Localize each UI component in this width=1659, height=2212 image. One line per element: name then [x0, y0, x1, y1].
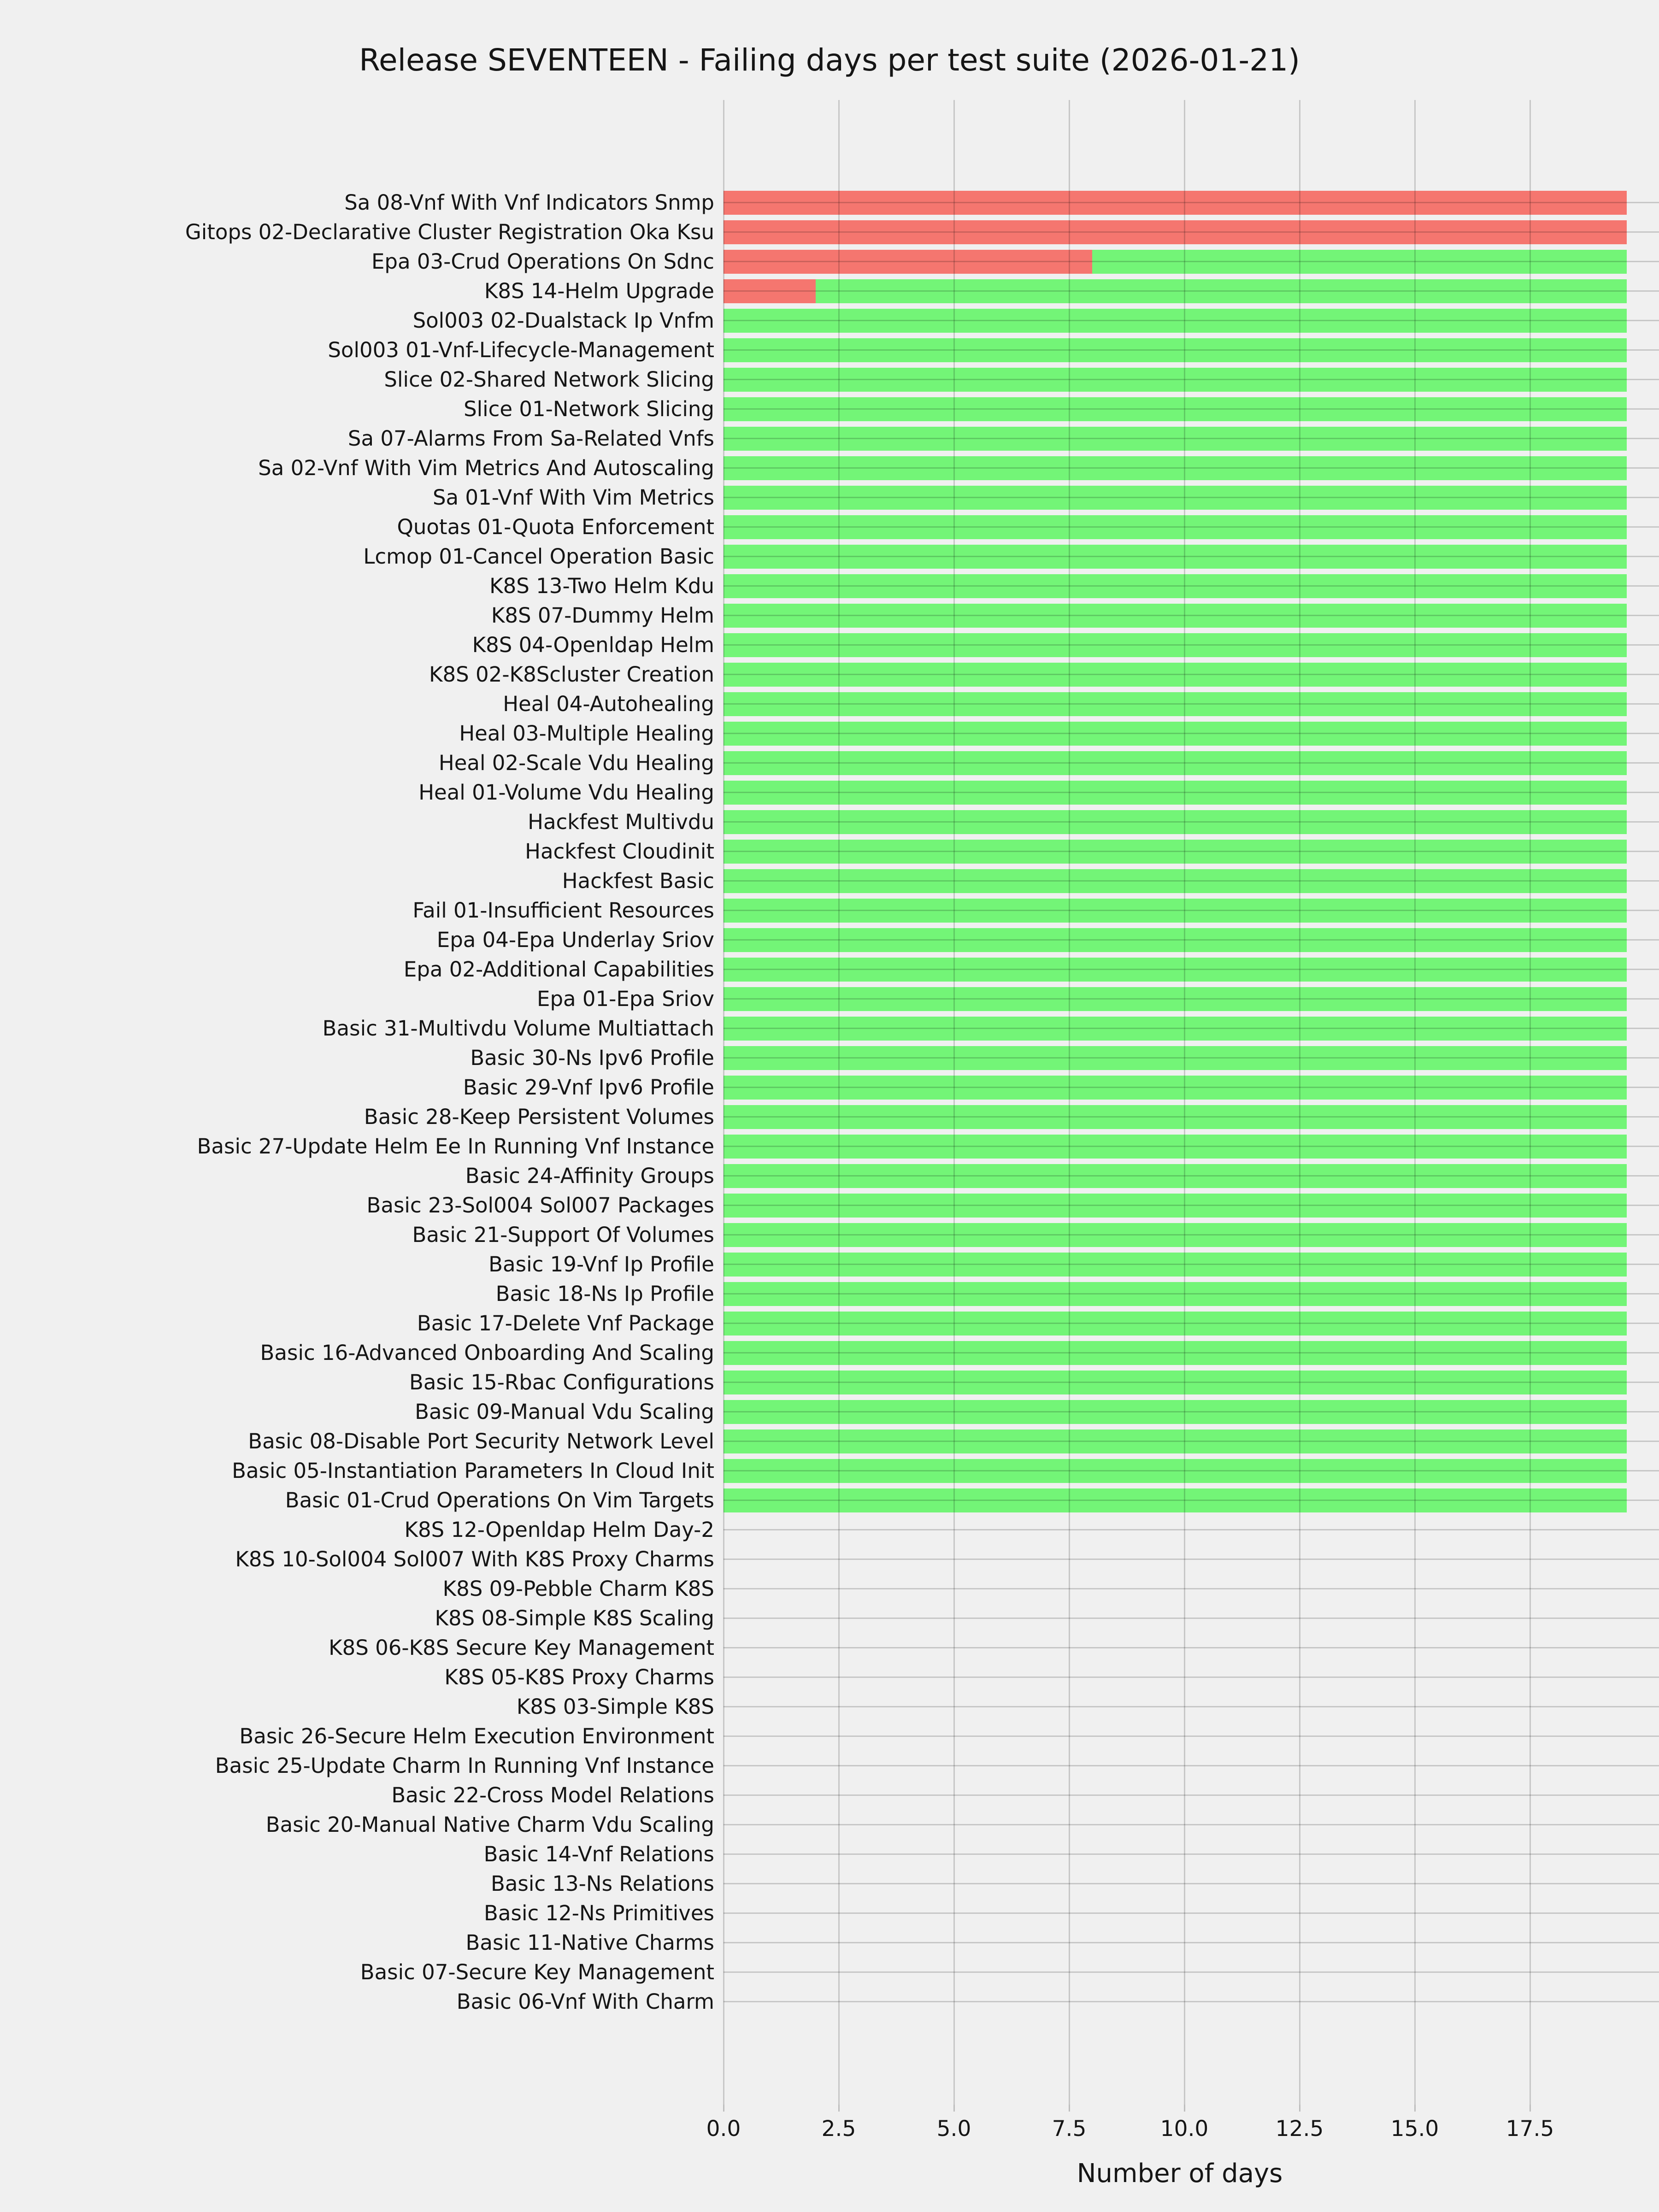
h-gridline: [724, 1853, 1659, 1855]
y-axis-label: K8S 04-Openldap Helm: [472, 633, 714, 657]
bar-row: [724, 1633, 1659, 1663]
y-axis-label: K8S 06-K8S Secure Key Management: [329, 1635, 714, 1660]
h-gridline: [724, 1559, 1659, 1560]
x-tick-label: 2.5: [821, 2116, 856, 2141]
bar-row: [724, 1840, 1659, 1869]
v-gridline: [723, 100, 724, 2105]
bar-row: [724, 1958, 1659, 1987]
bar-row: [724, 247, 1659, 276]
y-axis-label: Basic 09-Manual Vdu Scaling: [415, 1400, 714, 1424]
bar-row: [724, 984, 1659, 1014]
y-axis-label: Basic 29-Vnf Ipv6 Profile: [463, 1075, 714, 1100]
v-gridline: [1530, 100, 1531, 2105]
h-gridline: [724, 349, 1659, 351]
h-gridline: [724, 1175, 1659, 1177]
y-axis-label: Quotas 01-Quota Enforcement: [397, 515, 714, 539]
h-gridline: [724, 202, 1659, 203]
y-axis-label: Sa 07-Alarms From Sa-Related Vnfs: [347, 426, 714, 451]
y-axis-label: Basic 11-Native Charms: [465, 1930, 714, 1955]
bar-row: [724, 188, 1659, 218]
y-axis-label: Sol003 01-Vnf-Lifecycle-Management: [328, 338, 714, 362]
bar-row: [724, 1456, 1659, 1486]
h-gridline: [724, 674, 1659, 675]
bar-row: [724, 1663, 1659, 1692]
bar-row: [724, 1132, 1659, 1161]
h-gridline: [724, 1057, 1659, 1059]
bar-row: [724, 719, 1659, 748]
x-tick-mark: [1530, 2105, 1531, 2112]
y-axis-label: Sol003 02-Dualstack Ip Vnfm: [412, 308, 714, 333]
y-axis-label: Basic 24-Affinity Groups: [465, 1164, 714, 1188]
y-axis-label: Hackfest Cloudinit: [525, 839, 714, 864]
h-gridline: [724, 703, 1659, 705]
y-axis-label: Hackfest Multivdu: [528, 810, 714, 834]
bar-row: [724, 748, 1659, 778]
plot-area: [724, 100, 1659, 2105]
bar-row: [724, 1397, 1659, 1427]
y-axis-label: Basic 13-Ns Relations: [490, 1871, 714, 1896]
bar-row: [724, 1102, 1659, 1132]
x-tick-label: 7.5: [1052, 2116, 1087, 2141]
bar-row: [724, 1250, 1659, 1279]
h-gridline: [724, 1087, 1659, 1088]
h-gridline: [724, 1883, 1659, 1884]
h-gridline: [724, 1500, 1659, 1501]
y-axis-label: Basic 18-Ns Ip Profile: [495, 1282, 714, 1306]
h-gridline: [724, 644, 1659, 646]
h-gridline: [724, 1146, 1659, 1147]
y-axis-label: Lcmop 01-Cancel Operation Basic: [363, 544, 714, 569]
y-axis-label: Basic 16-Advanced Onboarding And Scaling: [260, 1341, 714, 1365]
y-axis-label: Heal 04-Autohealing: [503, 692, 714, 716]
h-gridline: [724, 1794, 1659, 1796]
y-axis-label: Fail 01-Insufficient Resources: [412, 898, 714, 923]
bar-row: [724, 1220, 1659, 1250]
y-axis-label: Basic 05-Instantiation Parameters In Cloud Init: [232, 1459, 714, 1483]
bar-row: [724, 1987, 1659, 2017]
bar-row: [724, 1545, 1659, 1574]
bar-row: [724, 1604, 1659, 1633]
y-axis-label: Epa 04-Epa Underlay Sriov: [436, 928, 714, 952]
h-gridline: [724, 1411, 1659, 1412]
bar-row: [724, 1928, 1659, 1958]
h-gridline: [724, 1647, 1659, 1648]
bar-row: [724, 1810, 1659, 1840]
h-gridline: [724, 438, 1659, 439]
y-axis-label: Basic 08-Disable Port Security Network Level: [248, 1429, 714, 1453]
bar-row: [724, 1574, 1659, 1604]
h-gridline: [724, 526, 1659, 528]
bar-row: [724, 1692, 1659, 1722]
h-gridline: [724, 910, 1659, 911]
y-axis-label: Heal 03-Multiple Healing: [459, 721, 714, 746]
bar-row: [724, 837, 1659, 866]
h-gridline: [724, 1824, 1659, 1825]
h-gridline: [724, 1529, 1659, 1530]
bar-row: [724, 807, 1659, 837]
h-gridline: [724, 939, 1659, 941]
bar-row: [724, 542, 1659, 571]
x-tick-mark: [953, 2105, 955, 2112]
h-gridline: [724, 969, 1659, 970]
x-tick-label: 10.0: [1160, 2116, 1209, 2141]
x-tick-mark: [838, 2105, 840, 2112]
y-axis-label: K8S 12-Openldap Helm Day-2: [404, 1518, 714, 1542]
bar-row: [724, 1014, 1659, 1043]
bar-row: [724, 1427, 1659, 1456]
h-gridline: [724, 1028, 1659, 1029]
x-tick-label: 0.0: [706, 2116, 741, 2141]
y-axis-label: Basic 30-Ns Ipv6 Profile: [470, 1046, 714, 1070]
v-gridline: [1299, 100, 1300, 2105]
bar-row: [724, 1073, 1659, 1102]
h-gridline: [724, 1352, 1659, 1353]
bar-row: [724, 1751, 1659, 1781]
h-gridline: [724, 1205, 1659, 1206]
y-axis-label: Heal 02-Scale Vdu Healing: [438, 751, 714, 775]
bar-row: [724, 1515, 1659, 1545]
y-axis-label: Basic 01-Crud Operations On Vim Targets: [285, 1488, 714, 1512]
bar-row: [724, 866, 1659, 896]
v-gridline: [1184, 100, 1185, 2105]
y-axis-label: Basic 19-Vnf Ip Profile: [488, 1252, 714, 1277]
y-axis-label: Basic 17-Delete Vnf Package: [417, 1311, 714, 1335]
y-axis-label: K8S 08-Simple K8S Scaling: [435, 1606, 714, 1630]
y-axis-label: Basic 25-Update Charm In Running Vnf Instance: [215, 1753, 714, 1778]
h-gridline: [724, 1971, 1659, 1973]
y-axis-label: Gitops 02-Declarative Cluster Registration Oka Ksu: [185, 220, 714, 244]
bar-row: [724, 394, 1659, 424]
y-axis-label: Heal 01-Volume Vdu Healing: [418, 780, 714, 805]
h-gridline: [724, 821, 1659, 823]
h-gridline: [724, 1618, 1659, 1619]
bar-row: [724, 512, 1659, 542]
h-gridline: [724, 320, 1659, 321]
y-axis-label: Basic 21-Support Of Volumes: [412, 1223, 714, 1247]
y-axis-label: K8S 05-K8S Proxy Charms: [444, 1665, 714, 1689]
y-axis-label: Epa 01-Epa Sriov: [537, 987, 714, 1011]
bar-row: [724, 1043, 1659, 1073]
bar-row: [724, 1191, 1659, 1220]
v-gridline: [1069, 100, 1070, 2105]
h-gridline: [724, 1912, 1659, 1914]
bar-row: [724, 1279, 1659, 1309]
h-gridline: [724, 290, 1659, 292]
y-axis-label: Basic 26-Secure Helm Execution Environment: [239, 1724, 714, 1748]
h-gridline: [724, 585, 1659, 587]
y-axis-label: Slice 02-Shared Network Slicing: [384, 367, 714, 392]
y-axis-label: Basic 06-Vnf With Charm: [456, 1989, 714, 2014]
bar-row: [724, 689, 1659, 719]
chart-title: Release SEVENTEEN - Failing days per test suite (2026-01-21): [359, 42, 1300, 78]
bar-row: [724, 1161, 1659, 1191]
bar-row: [724, 778, 1659, 807]
y-axis-label: Basic 07-Secure Key Management: [360, 1960, 714, 1984]
y-axis-label: Basic 12-Ns Primitives: [484, 1901, 714, 1925]
y-axis-label: Basic 14-Vnf Relations: [483, 1842, 714, 1866]
h-gridline: [724, 762, 1659, 764]
y-axis-label: Basic 27-Update Helm Ee In Running Vnf Instance: [197, 1134, 714, 1159]
h-gridline: [724, 2001, 1659, 2002]
h-gridline: [724, 792, 1659, 793]
bar-row: [724, 896, 1659, 925]
h-gridline: [724, 1441, 1659, 1442]
bar-row: [724, 276, 1659, 306]
y-axis-label: Epa 03-Crud Operations On Sdnc: [371, 249, 714, 274]
h-gridline: [724, 1735, 1659, 1737]
bar-row: [724, 955, 1659, 984]
h-gridline: [724, 379, 1659, 380]
bar-row: [724, 601, 1659, 630]
h-gridline: [724, 880, 1659, 882]
y-axis-label: Hackfest Basic: [562, 869, 714, 893]
bar-row: [724, 1899, 1659, 1928]
h-gridline: [724, 1470, 1659, 1471]
bar-row: [724, 925, 1659, 955]
x-tick-mark: [723, 2105, 724, 2112]
x-tick-label: 5.0: [936, 2116, 971, 2141]
y-axis-labels: [0, 100, 714, 2105]
y-axis-label: K8S 14-Helm Upgrade: [484, 279, 714, 303]
x-tick-mark: [1184, 2105, 1185, 2112]
x-tick-mark: [1069, 2105, 1070, 2112]
bar-row: [724, 483, 1659, 512]
h-gridline: [724, 1264, 1659, 1265]
h-gridline: [724, 851, 1659, 852]
bar-row: [724, 1368, 1659, 1397]
y-axis-label: Basic 28-Keep Persistent Volumes: [364, 1105, 714, 1129]
h-gridline: [724, 1234, 1659, 1235]
y-axis-label: K8S 10-Sol004 Sol007 With K8S Proxy Charms: [235, 1547, 714, 1571]
x-axis-title: Number of days: [1077, 2159, 1283, 2188]
y-axis-label: Sa 08-Vnf With Vnf Indicators Snmp: [344, 190, 714, 215]
y-axis-label: Sa 02-Vnf With Vim Metrics And Autoscaling: [258, 456, 714, 480]
x-tick-label: 15.0: [1390, 2116, 1439, 2141]
h-gridline: [724, 1677, 1659, 1678]
y-axis-label: Slice 01-Network Slicing: [464, 397, 714, 421]
h-gridline: [724, 408, 1659, 410]
y-axis-label: Basic 31-Multivdu Volume Multiattach: [322, 1016, 714, 1041]
bar-row: [724, 630, 1659, 660]
h-gridline: [724, 1765, 1659, 1766]
bar-row: [724, 1722, 1659, 1751]
bar-row: [724, 1338, 1659, 1368]
bar-row: [724, 306, 1659, 335]
h-gridline: [724, 1116, 1659, 1118]
h-gridline: [724, 1382, 1659, 1383]
y-axis-label: Epa 02-Additional Capabilities: [403, 957, 714, 982]
bar-row: [724, 453, 1659, 483]
bar-row: [724, 424, 1659, 453]
y-axis-label: Basic 15-Rbac Configurations: [409, 1370, 714, 1394]
bar-row: [724, 571, 1659, 601]
bar-row: [724, 1486, 1659, 1515]
v-gridline: [838, 100, 840, 2105]
h-gridline: [724, 733, 1659, 734]
bar-row: [724, 1781, 1659, 1810]
v-gridline: [1414, 100, 1416, 2105]
y-axis-label: K8S 09-Pebble Charm K8S: [442, 1577, 714, 1601]
bar-row: [724, 660, 1659, 689]
y-axis-label: K8S 13-Two Helm Kdu: [489, 574, 714, 598]
bar-row: [724, 335, 1659, 365]
y-axis-label: Basic 23-Sol004 Sol007 Packages: [366, 1193, 714, 1218]
x-tick-label: 17.5: [1506, 2116, 1554, 2141]
bar-row: [724, 1309, 1659, 1338]
h-gridline: [724, 1323, 1659, 1324]
h-gridline: [724, 1588, 1659, 1589]
h-gridline: [724, 1293, 1659, 1294]
h-gridline: [724, 467, 1659, 469]
h-gridline: [724, 556, 1659, 557]
v-gridline: [953, 100, 955, 2105]
h-gridline: [724, 261, 1659, 262]
h-gridline: [724, 1706, 1659, 1707]
y-axis-label: Basic 22-Cross Model Relations: [391, 1783, 714, 1807]
x-tick-label: 12.5: [1275, 2116, 1324, 2141]
y-axis-label: K8S 02-K8Scluster Creation: [429, 662, 714, 687]
bar-rows: [724, 100, 1659, 2105]
h-gridline: [724, 1942, 1659, 1943]
y-axis-label: K8S 07-Dummy Helm: [491, 603, 714, 628]
bar-row: [724, 1869, 1659, 1899]
y-axis-label: Sa 01-Vnf With Vim Metrics: [432, 485, 714, 510]
y-axis-label: Basic 20-Manual Native Charm Vdu Scaling: [265, 1812, 714, 1837]
bar-row: [724, 365, 1659, 394]
h-gridline: [724, 615, 1659, 616]
h-gridline: [724, 497, 1659, 498]
h-gridline: [724, 998, 1659, 1000]
x-tick-mark: [1414, 2105, 1416, 2112]
x-tick-mark: [1299, 2105, 1300, 2112]
bar-row: [724, 218, 1659, 247]
y-axis-label: K8S 03-Simple K8S: [516, 1694, 714, 1719]
h-gridline: [724, 231, 1659, 233]
